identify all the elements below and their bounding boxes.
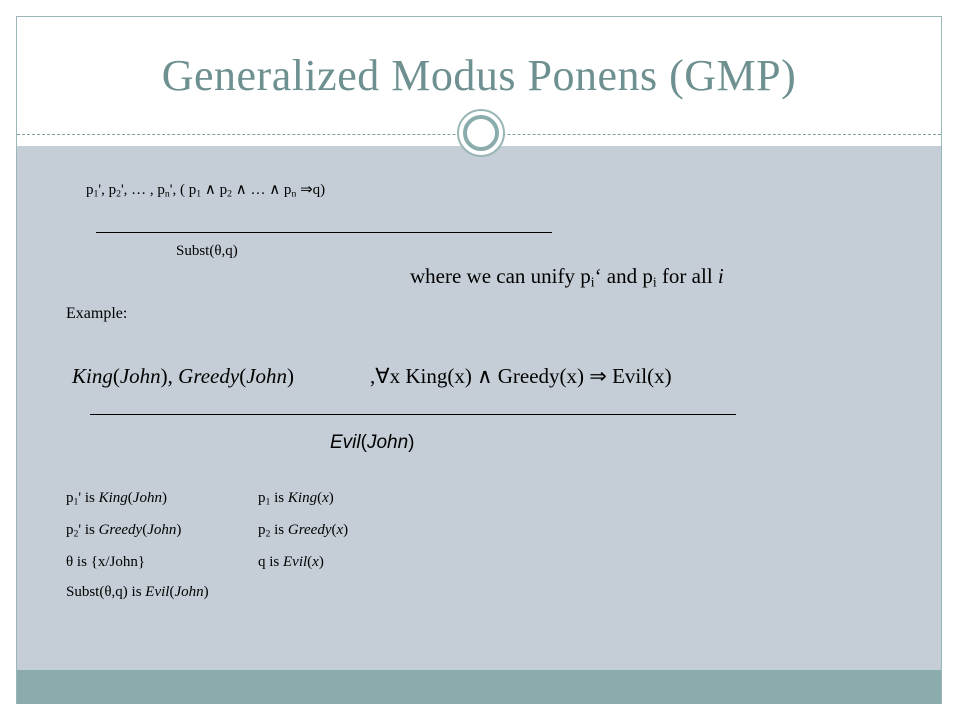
binding-row-4: Subst(θ,q) is Evil(John) bbox=[66, 584, 209, 600]
example-conclusion: Evil(John) bbox=[330, 432, 415, 453]
example-label: Example: bbox=[66, 305, 128, 322]
rule-premises: $p_1'$, $p_2'$, … , $p_n'$, ( $p_1$ ∧ $p_2$ ∧ … ∧ $p_n$ ⇒q) bbox=[86, 182, 326, 200]
rule-where-clause: where we can unify $p_i‘$ and $p_i$ for all i bbox=[410, 264, 724, 290]
binding-row-1-left: $p_1'$ is King(John) bbox=[66, 490, 167, 508]
binding-row-1-right: $p_1$ is King(x) bbox=[258, 490, 334, 508]
rule-inference-line bbox=[96, 232, 552, 233]
binding-row-2-left: $p_2'$ is Greedy(John) bbox=[66, 522, 182, 540]
rule-conclusion: Subst(θ,q) bbox=[176, 243, 238, 259]
example-implication: ,∀x King(x) ∧ Greedy(x) ⇒ Evil(x) bbox=[370, 364, 672, 388]
binding-row-3-left: θ is {x/John} bbox=[66, 554, 146, 570]
binding-row-3-right: q is Evil(x) bbox=[258, 554, 324, 570]
slide-title: Generalized Modus Ponens (GMP) bbox=[161, 51, 797, 100]
example-inference-line bbox=[90, 414, 736, 415]
circle-ornament-icon bbox=[456, 108, 506, 158]
binding-row-2-right: $p_2$ is Greedy(x) bbox=[258, 522, 349, 540]
example-premises: King(John), Greedy(John) bbox=[72, 364, 295, 388]
footer-band bbox=[17, 670, 941, 704]
